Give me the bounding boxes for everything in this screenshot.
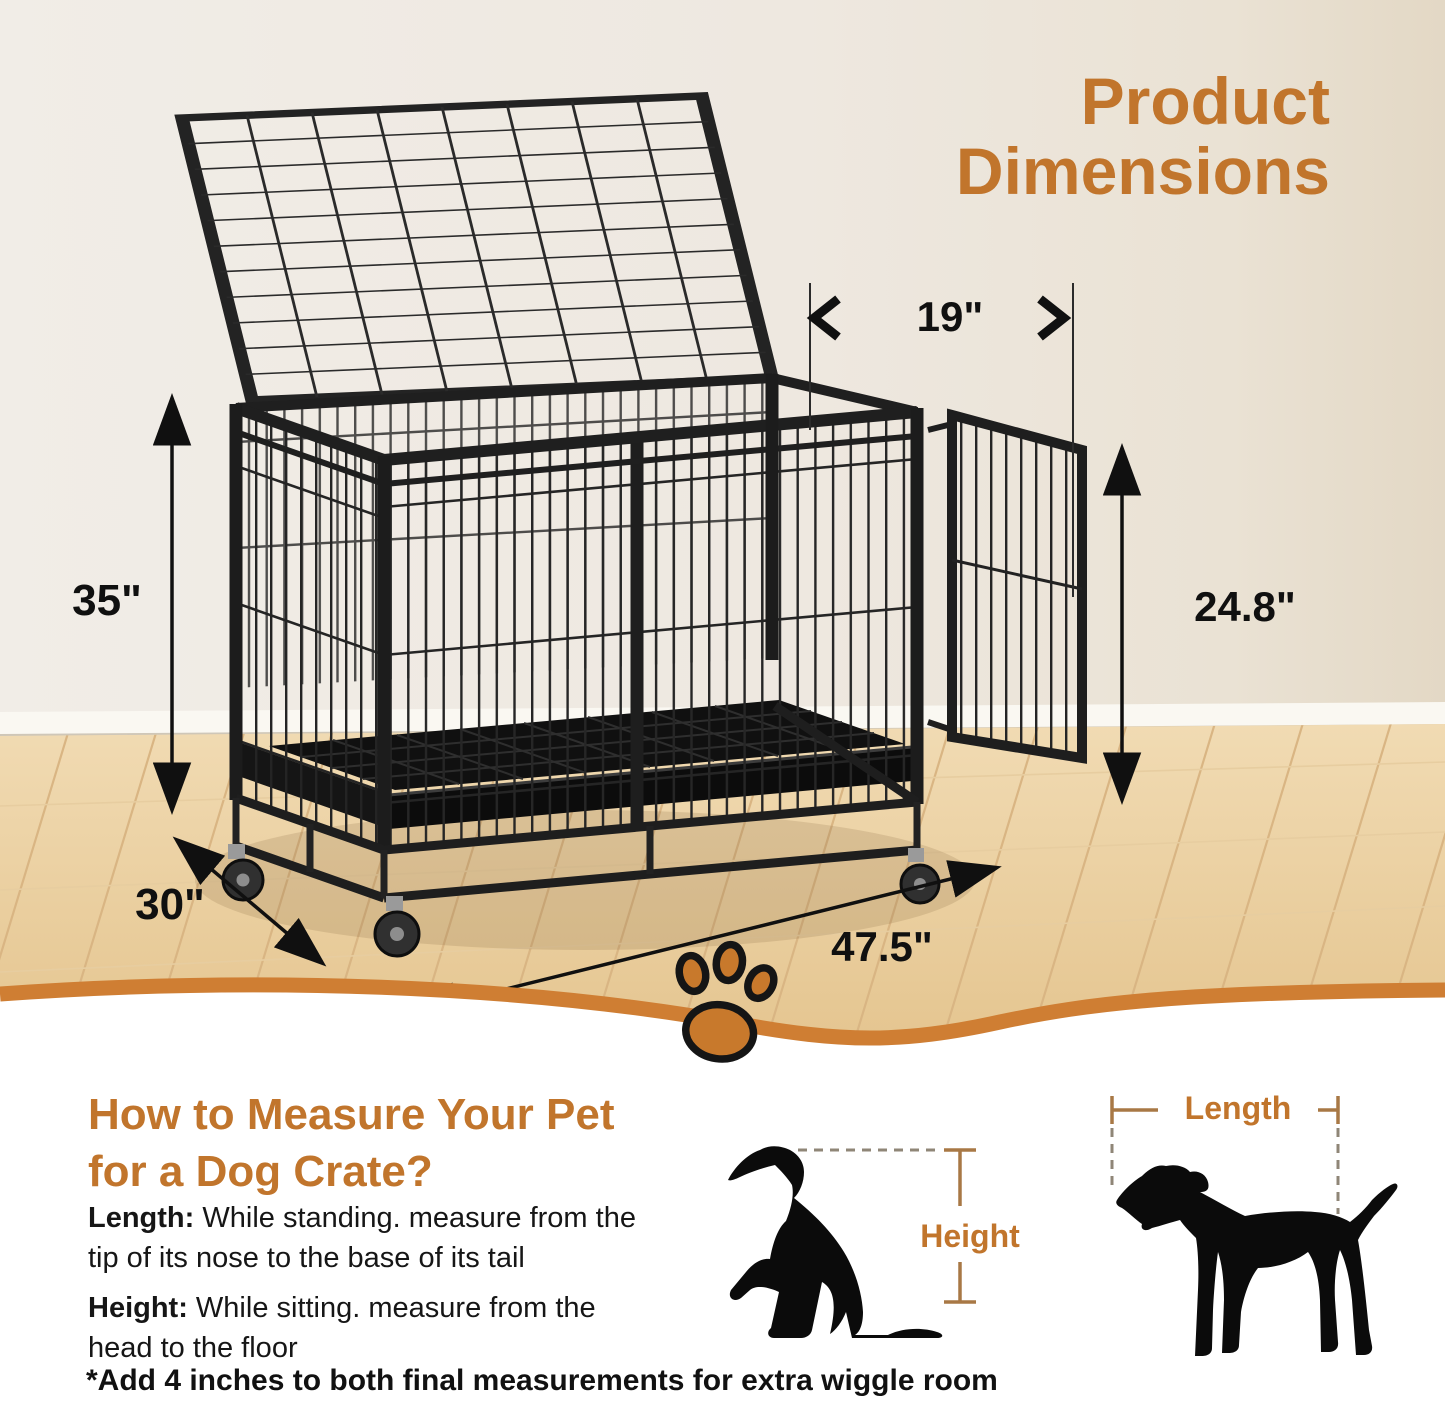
- height-measure-label: Height: [890, 1218, 1050, 1255]
- length-instruction-text: While standing. measure from the tip of its nose to the base of its tail: [88, 1202, 636, 1274]
- how-to-heading: [88, 1086, 614, 1200]
- dim-label-length: 47.5": [831, 923, 933, 970]
- page-title-line2: Dimensions: [955, 134, 1330, 208]
- how-to-heading-line2: for a Dog Crate?: [88, 1147, 433, 1196]
- crate-open-door: [928, 415, 1082, 758]
- length-instruction: [88, 1198, 668, 1278]
- height-instruction-text: While sitting. measure from the head to the floor: [88, 1292, 596, 1364]
- page-title-line1: Product: [1080, 64, 1330, 138]
- dim-label-door-height: 24.8": [1194, 583, 1296, 630]
- how-to-heading-line1: How to Measure Your Pet: [88, 1090, 615, 1139]
- measurement-footnote: *Add 4 inches to both final measurements for extra wiggle room: [86, 1364, 998, 1397]
- page-title: [956, 66, 1330, 206]
- dim-label-height: 35": [72, 576, 142, 625]
- height-instruction: [88, 1288, 668, 1368]
- dim-label-top-width: 19": [916, 293, 984, 340]
- height-instruction-label: Height:: [88, 1292, 188, 1324]
- length-measure-label: Length: [1158, 1090, 1318, 1127]
- dim-label-depth: 30": [135, 880, 205, 929]
- length-instruction-label: Length:: [88, 1202, 195, 1234]
